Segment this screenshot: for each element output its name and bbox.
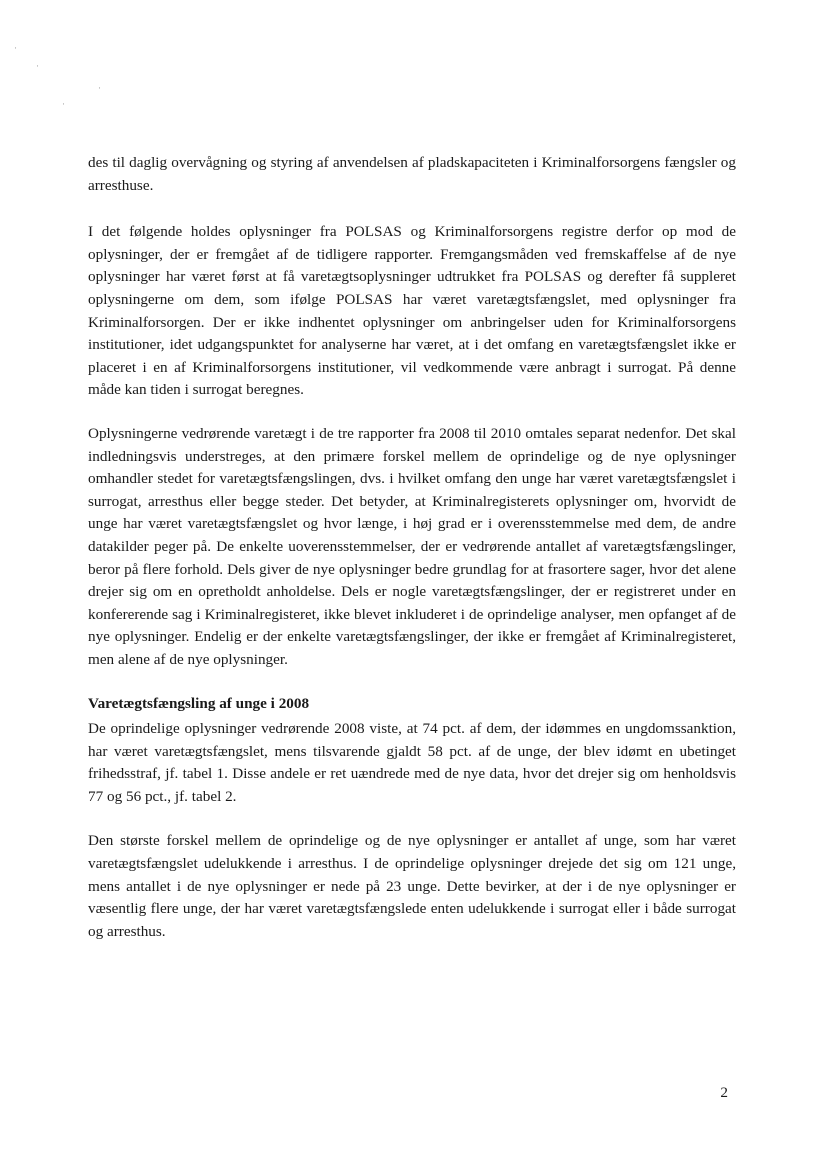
page-number: 2 [720, 1084, 728, 1101]
paragraph-2008-shares: De oprindelige oplysninger vedrørende 2008 viste, at 74 pct. af dem, der idømmes en ungdomssanktion, har været varetægtsfængslet, mens tilsvarende gjaldt 58 pct. af de unge, der blev idømt en ubetinget frihedsstraf, jf. tabel 1. Disse andele er ret uændrede med de nye data, hvor det drejer sig om henholdsvis 77 og 56 pct., jf. tabel 2. [88, 720, 736, 805]
scan-speck: · [98, 83, 101, 93]
paragraph-differences: Oplysningerne vedrørende varetægt i de tre rapporter fra 2008 til 2010 omtales separat nedenfor. Det skal indledningsvis understreges, at den primære forskel mellem de oprindelige og de nye oplysninger omhandler stedet for varetægtsfængslingen, dvs. i hvilket omfang den unge har været varetægtsfængslet i surrogat, arresthus eller begge steder. Det betyder, at Kriminalregisterets oplysninger om, hvorvidt de unge har været varetægtsfængslet og hvor længe, i høj grad er i overensstemmelse med dem, de andre datakilder peger på. De enkelte uoverensstemmelser, der er vedrørende antallet af varetægtsfængslinger, beror på flere forhold. Dels giver de nye oplysninger bedre grundlag for at frasortere sager, hvor det alene drejer sig om en opretholdt anholdelse. Dels er nogle varetægtsfængslinger, der er registreret under en konfererende sag i Kriminalregisteret, ikke blevet inkluderet i de oprindelige analyser, men opfanget af de nye oplysninger. Endelig er der enkelte varetægtsfængslinger, der ikke er fremgået af Kriminalregisteret, men alene af de nye oplysninger. [88, 424, 736, 668]
paragraph-continuation: des til daglig overvågning og styring af anvendelsen af pladskapaciteten i Kriminalforsorgens fængsler og arresthuse. [88, 154, 736, 194]
paragraph-2008-arresthus: Den største forskel mellem de oprindelige og de nye oplysninger er antallet af unge, som har været varetægtsfængslet udelukkende i arresthus. I de oprindelige oplysninger drejede det sig om 121 unge, mens antallet i de nye oplysninger er nede på 23 unge. Dette bevirker, at der i de nye oplysninger er væsentlig flere unge, der har været varetægtsfængslede enten udelukkende i surrogat eller i både surrogat og arresthus. [88, 832, 736, 940]
paragraph-data-sources: I det følgende holdes oplysninger fra POLSAS og Kriminalforsorgens registre derfor op mod de oplysninger, der er fremgået af de tidligere rapporter. Fremgangsmåden ved fremskaffelse af de nye oplysninger har været først at få varetægtsoplysninger udtrukket fra POLSAS og derefter få suppleret oplysningerne om dem, som ifølge POLSAS har været varetægtsfængslet, med oplysninger fra Kriminalforsorgen. Der er ikke indhentet oplysninger om anbringelser uden for Kriminalforsorgens institutioner, idet udgangspunktet for analyserne har været, at i det omfang en varetægtsfængslet ikke er placeret i en af Kriminalforsorgens institutioner, vil vedkommende være anbragt i surrogat. På denne måde kan tiden i surrogat beregnes. [88, 223, 736, 399]
scan-speck: · [36, 61, 39, 71]
scan-speck: · [62, 99, 65, 109]
section-heading: Varetægtsfængsling af unge i 2008 [88, 695, 310, 713]
scan-speck: · [14, 43, 17, 53]
document-body [88, 152, 736, 943]
